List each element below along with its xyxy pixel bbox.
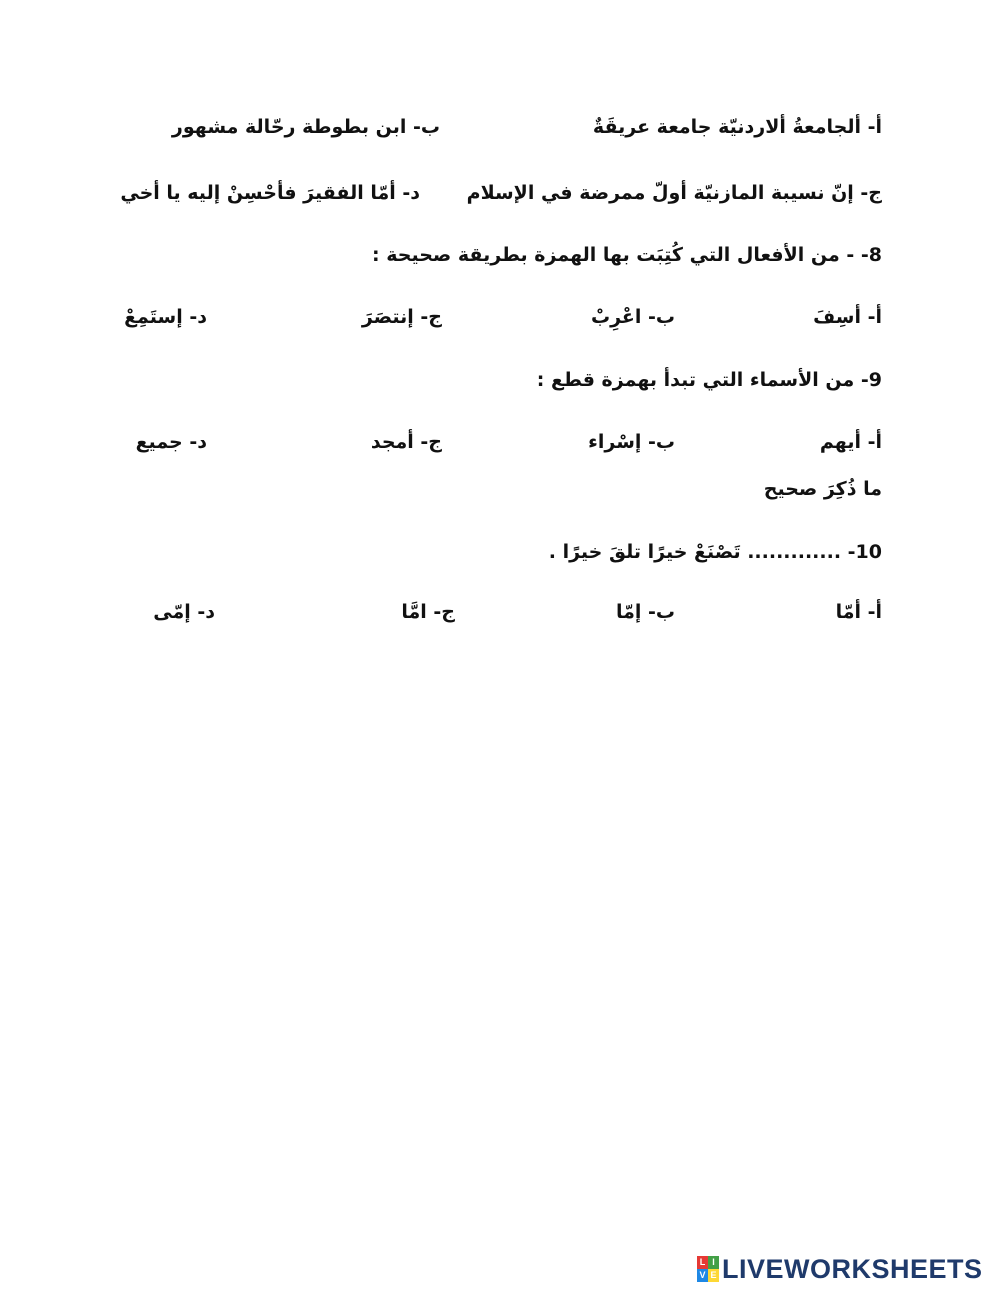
q10-question: 10- ............. تَصْنَعْ خيرًا تلقَ خيرًا . (548, 541, 882, 563)
q9-option-e: ما ذُكِرَ صحيح (763, 478, 882, 500)
q10-option-b: ب- إمّا (615, 601, 675, 623)
q8-question: 8- - من الأفعال التي كُتِبَت بها الهمزة بطريقة صحيحة : (372, 244, 882, 266)
q7-option-b: ب- ابن بطوطة رحّالة مشهور (171, 116, 440, 138)
q9-option-b: ب- إسْراء (588, 431, 675, 453)
logo-mark-v: V (697, 1269, 708, 1282)
q9-option-c: ج- أمجد (370, 431, 442, 453)
liveworksheets-logo (697, 1253, 983, 1285)
q10-option-a: أ- أمّا (835, 601, 882, 623)
q9-option-d: د- جميع (135, 431, 207, 453)
q10-option-d: د- إمّى (153, 601, 215, 623)
q7-option-a: أ- ألجامعةُ ألاردنيّة جامعة عريقَةٌ (592, 116, 882, 138)
logo-mark-e: E (708, 1269, 719, 1282)
brand-name: LIVEWORKSHEETS (722, 1253, 983, 1284)
q10-option-c: ج- امَّا (401, 601, 455, 623)
q8-option-c: ج- إنتصَرَ (361, 306, 442, 328)
q7-option-c: ج- إنّ نسيبة المازنيّة أولّ ممرضة في الإسلام (466, 182, 882, 204)
q9-option-a: أ- أيهم (819, 431, 882, 453)
q8-option-d: د- إستَمِعْ (124, 306, 207, 328)
q9-question: 9- من الأسماء التي تبدأ بهمزة قطع : (536, 369, 882, 391)
logo-mark-l: L (697, 1256, 708, 1269)
q8-option-a: أ- أسِفَ (813, 306, 882, 328)
q7-option-d: د- أمّا الفقيرَ فأحْسِنْ إليه يا أخي (120, 182, 420, 204)
liveworksheets-logo-icon (697, 1256, 719, 1282)
q8-option-b: ب- اعْرِبْ (591, 306, 675, 328)
logo-mark-i: I (708, 1256, 719, 1269)
